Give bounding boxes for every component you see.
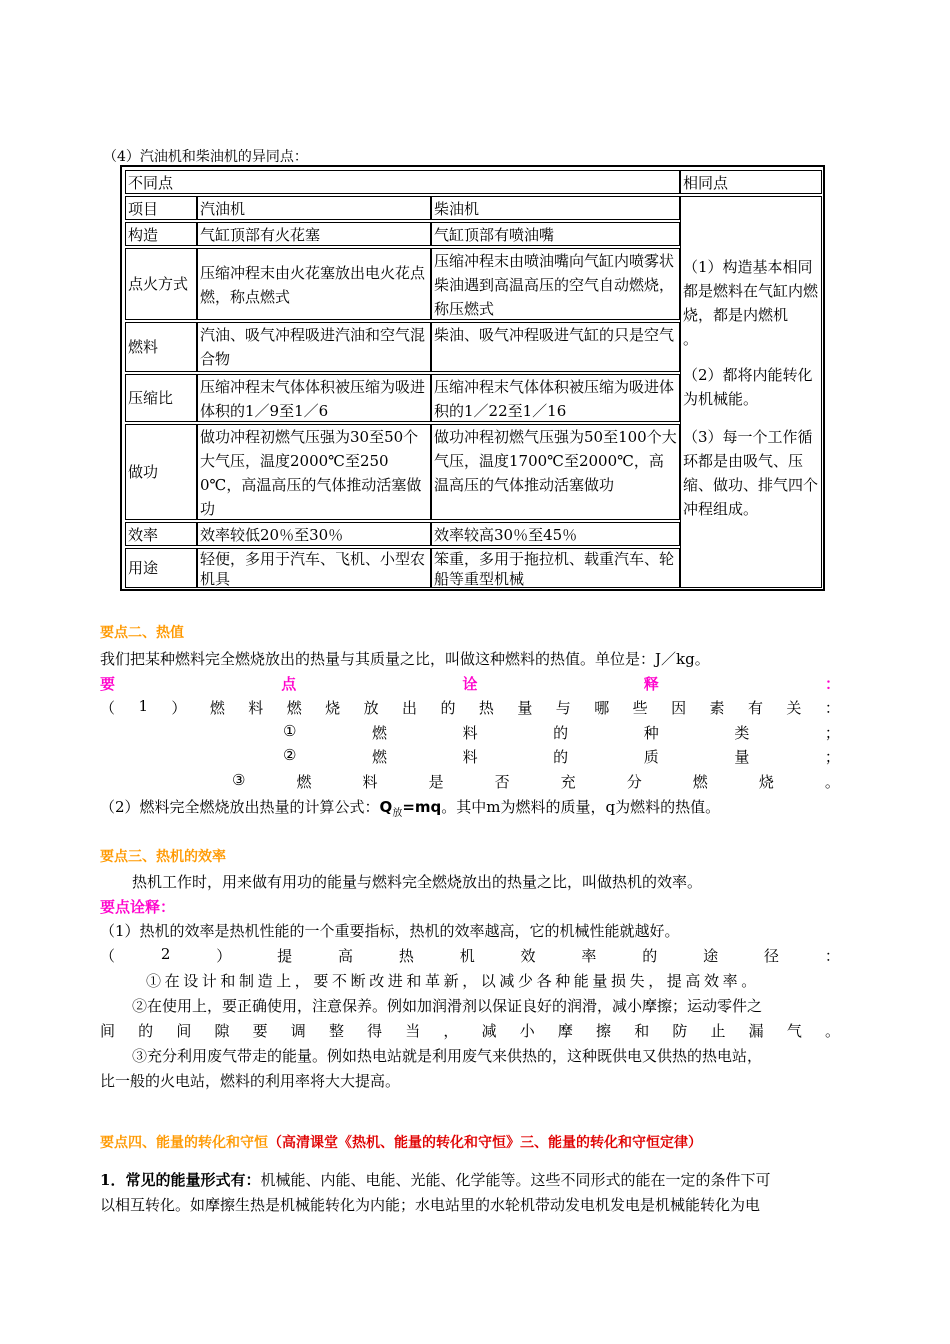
point2-char: 热 xyxy=(398,947,414,965)
table-caption: （4）汽油机和柴油机的异同点： xyxy=(103,149,308,165)
way2-line2-char: 和 xyxy=(634,1022,650,1040)
section3-note-title: 要点诠释： xyxy=(100,898,176,916)
factor1-char: 类 xyxy=(734,724,750,742)
row-label-ignition: 点火方式 xyxy=(125,248,197,320)
note-title-char: 要 xyxy=(100,675,116,693)
factor1-char: ； xyxy=(824,724,840,742)
formula-intro: （2）燃料完全燃烧放出热量的计算公式： xyxy=(100,798,380,816)
section4-title-reference: （高清课堂《热机、能量的转化和守恒》三、能量的转化和守恒定律） xyxy=(268,1135,702,1151)
point2-char: 径 xyxy=(763,947,779,965)
cell-diesel-work: 做功冲程初燃气压强为50至100个大气压，温度1700℃至2000℃，高温高压的气体推动活塞做功 xyxy=(431,424,680,520)
engine-comparison-table xyxy=(120,165,849,591)
section4-text1: 机械能、内能、电能、光能、化学能等。这些不同形式的能在一定的条件下可 xyxy=(260,1171,771,1189)
factor2-char: ② xyxy=(283,746,297,764)
section2-formula-line xyxy=(100,796,720,819)
factor3-char: 燃 xyxy=(296,773,312,791)
question1-char: 料 xyxy=(248,699,264,717)
cell-diesel-usage: 笨重，多用于拖拉机、载重汽车、轮船等重型机械 xyxy=(431,548,680,588)
way2-line2-char: 防 xyxy=(672,1022,688,1040)
question1-char: 烧 xyxy=(325,699,341,717)
factor2-char: 量 xyxy=(734,748,750,766)
point2-char: 的 xyxy=(642,947,658,965)
formula-eq: =mq xyxy=(402,798,442,816)
factor1-char: 燃 xyxy=(372,724,388,742)
question1-char: 些 xyxy=(632,699,648,717)
note-title-char: 释 xyxy=(643,675,659,693)
cell-gas-structure: 气缸顶部有火花塞 xyxy=(197,222,431,246)
way2-line2-char: 间 xyxy=(176,1022,192,1040)
factor3-char: ③ xyxy=(232,771,246,789)
way2-line2-char: 间 xyxy=(100,1022,116,1040)
point2-char: ） xyxy=(216,947,232,965)
factor2-char: 质 xyxy=(643,748,659,766)
factor3-char: 烧 xyxy=(758,773,774,791)
factor2-char: 燃 xyxy=(372,748,388,766)
row-label-work: 做功 xyxy=(125,424,197,520)
cell-gas-compression: 压缩冲程末气体体积被压缩为吸进体积的1／9至1／6 xyxy=(197,374,431,422)
formula-q: Q xyxy=(379,798,393,816)
way2-line2-char: 整 xyxy=(328,1022,344,1040)
question1-char: 因 xyxy=(671,699,687,717)
section3-definition: 热机工作时，用来做有用功的能量与燃料完全燃烧放出的热量之比，叫做热机的效率。 xyxy=(132,873,703,891)
cell-gas-usage: 轻便，多用于汽车、飞机、小型农机具 xyxy=(197,548,431,588)
note-title-char: 点 xyxy=(281,675,297,693)
question1-char: 热 xyxy=(478,699,494,717)
way2-line2-char: 当 xyxy=(405,1022,421,1040)
way2-line2-char: 要 xyxy=(252,1022,268,1040)
section2-title: 要点二、热值 xyxy=(100,625,184,641)
question1-char: 燃 xyxy=(209,699,225,717)
section3-way2-line1: ②在使用上，要正确使用，注意保养。例如加润滑剂以保证良好的润滑，减小摩擦；运动零件之 xyxy=(132,997,763,1015)
section4-para-line1 xyxy=(100,1169,770,1190)
factor1-char: 料 xyxy=(462,724,478,742)
question1-char: 素 xyxy=(709,699,725,717)
cell-diesel-efficiency: 效率较高30％至45％ xyxy=(431,522,680,546)
section4-item-number: 1 xyxy=(100,1171,111,1189)
cell-gas-ignition: 压缩冲程末由火花塞放出电火花点燃，称点燃式 xyxy=(197,248,431,320)
row-label-fuel: 燃料 xyxy=(125,322,197,372)
same-point-3: （3）每一个工作循环都是由吸气、压缩、做功、排气四个冲程组成。 xyxy=(683,428,819,518)
section3-title: 要点三、热机的效率 xyxy=(100,849,226,865)
question1-char: 1 xyxy=(138,697,148,715)
way2-line2-char: 减 xyxy=(481,1022,497,1040)
point2-char: 2 xyxy=(160,945,171,963)
way2-line2-char: 小 xyxy=(519,1022,535,1040)
cell-diesel-fuel: 柴油、吸气冲程吸进气缸的只是空气 xyxy=(431,322,680,372)
question1-char: 关 xyxy=(786,699,802,717)
row-label-efficiency: 效率 xyxy=(125,522,197,546)
row-label-compression: 压缩比 xyxy=(125,374,197,422)
way2-line2-char: 隙 xyxy=(214,1022,230,1040)
way2-line2-char: 摩 xyxy=(557,1022,573,1040)
section4-para-line2: 以相互转化。如摩擦生热是机械能转化为内能；水电站里的水轮机带动发电机发电是机械能转化为电 xyxy=(100,1196,761,1214)
section2-factor3 xyxy=(232,771,840,792)
diff-header: 不同点 xyxy=(125,170,680,194)
formula-subscript: 放 xyxy=(392,808,403,819)
cell-diesel-structure: 气缸顶部有喷油嘴 xyxy=(431,222,680,246)
question1-char: （ xyxy=(100,699,116,717)
row-label-item: 项目 xyxy=(125,196,197,220)
section2-question1 xyxy=(100,697,840,718)
section2-factor2 xyxy=(283,746,840,767)
same-points-cell xyxy=(680,196,849,588)
section3-way3-line1: ③充分利用废气带走的能量。例如热电站就是利用废气来供热的，这种既供电又供热的热电站， xyxy=(132,1047,763,1065)
section3-way1: ①在设计和制造上，要不断改进和革新，以减少各种能量损失，提高效率。 xyxy=(146,972,760,990)
cell-gas-efficiency: 效率较低20％至30％ xyxy=(197,522,431,546)
note-title-char: 诠 xyxy=(462,675,478,693)
cell-gas-item: 汽油机 xyxy=(197,196,431,220)
question1-char: 燃 xyxy=(286,699,302,717)
factor3-char: 燃 xyxy=(692,773,708,791)
factor1-char: 的 xyxy=(553,724,569,742)
question1-char: ） xyxy=(171,699,187,717)
factor2-char: 的 xyxy=(553,748,569,766)
row-label-structure: 构造 xyxy=(125,222,197,246)
section3-way2-line2 xyxy=(100,1020,840,1041)
way2-line2-char: 。 xyxy=(824,1022,840,1040)
cell-diesel-ignition: 压缩冲程末由喷油嘴向气缸内喷雾状柴油遇到高温高压的空气自动燃烧，称压燃式 xyxy=(431,248,680,320)
cell-diesel-item: 柴油机 xyxy=(431,196,680,220)
question1-char: 的 xyxy=(440,699,456,717)
section4-title xyxy=(100,1132,702,1152)
factor3-char: 分 xyxy=(626,773,642,791)
same-point-2: （2）都将内能转化为机械能。 xyxy=(683,366,813,408)
factor3-char: 否 xyxy=(494,773,510,791)
row-label-usage: 用途 xyxy=(125,548,197,588)
cell-gas-fuel: 汽油、吸气冲程吸进汽油和空气混合物 xyxy=(197,322,431,372)
section2-definition: 我们把某种燃料完全燃烧放出的热量与其质量之比，叫做这种燃料的热值。单位是：J／kg。 xyxy=(100,650,710,668)
point2-char: 机 xyxy=(459,947,475,965)
section3-point1: （1）热机的效率是热机性能的一个重要指标，热机的效率越高，它的机械性能就越好。 xyxy=(100,922,680,940)
section2-note-title xyxy=(100,673,840,694)
same-header: 相同点 xyxy=(680,170,822,194)
question1-char: 有 xyxy=(747,699,763,717)
way2-line2-char: ， xyxy=(443,1022,459,1040)
cell-gas-work: 做功冲程初燃气压强为30至50个大气压，温度2000℃至2500℃，高温高压的气体推动活塞做功 xyxy=(197,424,431,520)
way2-line2-char: 止 xyxy=(710,1022,726,1040)
point2-char: （ xyxy=(100,947,116,965)
same-point-1: （1）构造基本相同都是燃料在气缸内燃烧，都是内燃机 。 xyxy=(683,258,849,348)
formula-explanation: 。其中m为燃料的质量，q为燃料的热值。 xyxy=(441,798,721,816)
question1-char: 放 xyxy=(363,699,379,717)
point2-char: 高 xyxy=(337,947,353,965)
point2-char: 途 xyxy=(703,947,719,965)
question1-char: 量 xyxy=(517,699,533,717)
point2-char: 提 xyxy=(277,947,293,965)
factor3-char: 充 xyxy=(560,773,576,791)
factor1-char: 种 xyxy=(643,724,659,742)
section4-title-main: 要点四、能量的转化和守恒 xyxy=(100,1135,268,1151)
way2-line2-char: 调 xyxy=(290,1022,306,1040)
factor1-char: ① xyxy=(283,722,297,740)
way2-line2-char: 的 xyxy=(138,1022,154,1040)
way2-line2-char: 漏 xyxy=(748,1022,764,1040)
question1-char: ： xyxy=(824,699,840,717)
way2-line2-char: 得 xyxy=(367,1022,383,1040)
factor3-char: 料 xyxy=(362,773,378,791)
question1-char: 哪 xyxy=(594,699,610,717)
factor2-char: ； xyxy=(824,748,840,766)
factor3-char: 。 xyxy=(824,773,840,791)
factor3-char: 是 xyxy=(428,773,444,791)
section2-factor1 xyxy=(283,722,840,743)
point2-char: 效 xyxy=(520,947,536,965)
way2-line2-char: 气 xyxy=(786,1022,802,1040)
question1-char: 出 xyxy=(402,699,418,717)
cell-diesel-compression: 压缩冲程末气体体积被压缩为吸进体积的1／22至1／16 xyxy=(431,374,680,422)
note-title-char: ： xyxy=(824,675,840,693)
section3-way3-line2: 比一般的火电站，燃料的利用率将大大提高。 xyxy=(100,1072,401,1090)
section3-point2 xyxy=(100,945,840,966)
question1-char: 与 xyxy=(555,699,571,717)
point2-char: 率 xyxy=(581,947,597,965)
way2-line2-char: 擦 xyxy=(596,1022,612,1040)
point2-char: ： xyxy=(824,947,840,965)
factor2-char: 料 xyxy=(462,748,478,766)
section4-item-lead: ．常见的能量形式有： xyxy=(110,1171,261,1189)
